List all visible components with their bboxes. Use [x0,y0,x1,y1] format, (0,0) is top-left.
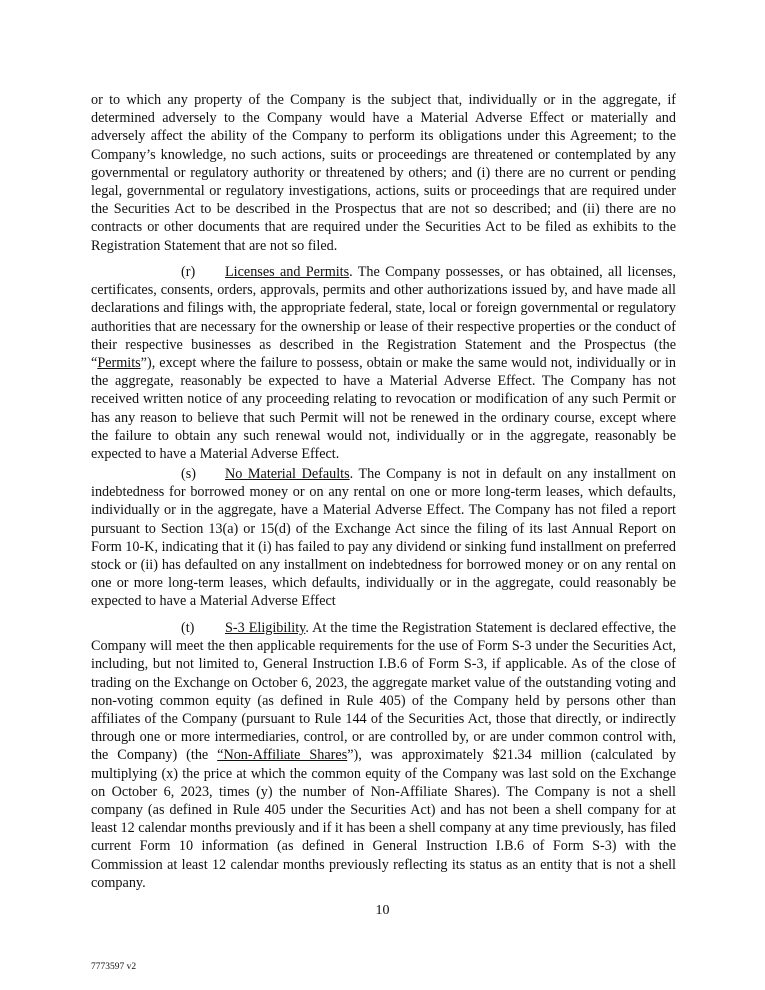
section-t-s3-eligibility [91,619,676,892]
section-text-continued: ”), was approximately $21.34 million (calculated by multiplying (x) the price at which the common equity of the Company was last sold on the Exchange on October 6, 2023, times (y) the number of Non-Affiliate Shares). The Company is not a shell company (as defined in Rule 405 under the Securities Act) and has not been a shell company for at least 12 calendar months previously and if it has been a shell company at any time previously, has filed current Form 10 information (as defined in General Instruction I.B.6 of Form S-3) with the Commission at least 12 calendar months previously reflecting its status as an entity that is not a shell company. [91,747,676,891]
section-heading: Licenses and Permits [225,264,350,280]
section-r-licenses-and-permits [91,263,676,463]
page-number: 10 [375,903,390,918]
section-s-no-material-defaults [91,465,676,611]
section-text: . The Company is not in default on any installment on indebtedness for borrowed money or on any rental on one or more long-term leases, which defaults, individually or in the aggregate, have a Material Adverse Effect. The Company has not filed a report pursuant to Section 13(a) or 15(d) of the Exchange Act since the filing of its last Annual Report on Form 10-K, indicating that it (i) has failed to pay any dividend or sinking fund installment on preferred stock or (ii) has defaulted on any installment on indebtedness for borrowed money or on any rental on one or more long-term leases, which defaults, individually or in the aggregate, could reasonably be expected to have a Material Adverse Effect [91,466,676,610]
section-label: (r) [181,264,196,280]
section-heading: No Material Defaults [225,466,350,482]
defined-term: “Non-Affiliate Shares [217,747,348,764]
section-heading: S-3 Eligibility [225,620,306,636]
section-text-continued: ”), except where the failure to possess, obtain or make the same would not, individually or in the aggregate, reasonably be expected to have a Material Adverse Effect. The Company has not received written notice of any proceeding relating to revocation or modification of any such Permit or has any reason to believe that such Permit will not be renewed in the ordinary course, except where the failure to obtain any such renewal would not, individually or in the aggregate, reasonably be expected to have a Material Adverse Effect. [91,355,676,463]
section-text: . The Company possesses, or has obtained, all licenses, certificates, consents, orders, approvals, permits and other authorizations issued by, and have made all declarations and filings with, the appropriate federal, state, local or foreign governmental or regulatory authorities that are necessary for the ownership or lease of their respective properties or the conduct of their respective businesses as described in the Registration Statement and the Prospectus (the “ [91,264,676,372]
section-text: . At the time the Registration Statement is declared effective, the Company will meet the then applicable requirements for the use of Form S-3 under the Securities Act, including, but not limited to, General Instruction I.B.6 of Form S-3, if applicable. As of the close of trading on the Exchange on October 6, 2023, the aggregate market value of the outstanding voting and non-voting common equity (as defined in Rule 405) of the Company held by persons other than affiliates of the Company (pursuant to Rule 144 of the Securities Act, those that directly, or indirectly through one or more intermediaries, control, or are controlled by, or are under common control with, the Company) (the [91,620,676,764]
section-label: (t) [181,620,195,636]
document-footer-id: 7773597 v2 [91,962,137,972]
paragraph-text: or to which any property of the Company is the subject that, individually or in the aggregate, if determined adversely to the Company would have a Material Adverse Effect or materially and adversely affect the ability of the Company to perform its obligations under this Agreement; to the Company’s knowledge, no such actions, suits or proceedings are threatened or contemplated by any governmental or regulatory authority or threatened by others; and (i) there are no current or pending legal, governmental or regulatory investigations, actions, suits or proceedings that are required under the Securities Act to be described in the Prospectus that are not so described; and (ii) there are no contracts or other documents that are required under the Securities Act to be filed as exhibits to the Registration Statement that are not so filed. [91,92,676,254]
paragraph-continuation [91,91,676,255]
section-label: (s) [181,466,196,482]
defined-term: Permits [97,355,141,372]
